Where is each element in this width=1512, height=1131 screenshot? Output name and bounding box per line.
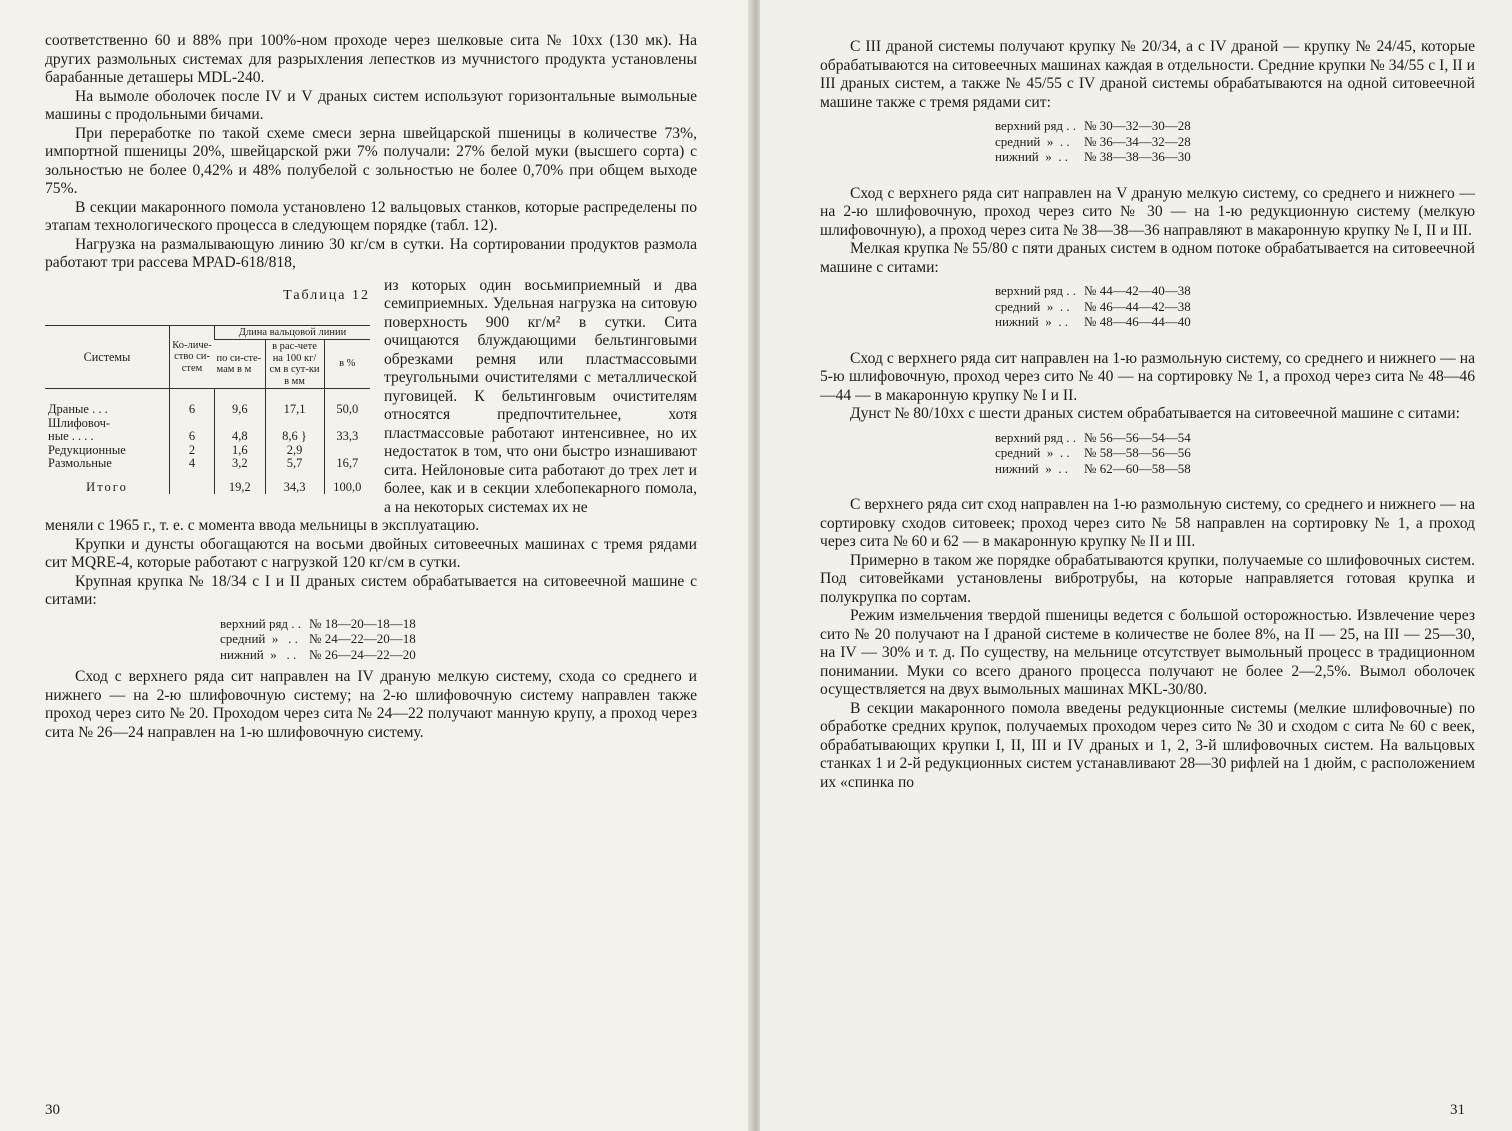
paragraph: Нагрузка на размалывающую линию 30 кг/см в сутки. На сортировании продуктов размола работают три рассева MPAD-618/818, xyxy=(45,235,697,271)
paragraph: соответственно 60 и 88% при 100%-ном проходе через шелковые сита № 10хх (130 мк). На других размольных системах для разрыхления лепестков из мучнистого продукта установлены барабанные деташеры MDL-240. xyxy=(45,32,697,86)
sieve-row xyxy=(995,149,1199,165)
table-cell-count: 4 xyxy=(170,457,215,471)
paragraph: На вымоле оболочек после IV и V драных систем используют горизонтальные вымольные машины с продольными бичами. xyxy=(45,87,697,123)
paragraph: Сход с верхнего ряда сит направлен на IV драную мелкую систему, схода со среднего и нижнего — на 2-ю шлифовочную систему; на 2-ю шлифовочную систему направлен также проход через сито № 20. Проходом через сита № 24—22 получают манную крупу, а проход через сита № 26—24 направлен на 1-ю шлифовочную систему. xyxy=(45,668,697,741)
sieve-row xyxy=(995,430,1199,446)
sieve-row-label: нижний » . . xyxy=(995,460,1069,476)
table-total-row xyxy=(45,471,370,495)
sieve-numbers: № 46—44—42—38 xyxy=(1084,298,1191,314)
sieve-row xyxy=(995,445,1199,461)
table-total-mm: 34,3 xyxy=(265,471,324,495)
table-cell-name: Редукционные xyxy=(48,442,126,457)
table-cell-count: 2 xyxy=(170,444,215,458)
paragraph: Примерно в таком же порядке обрабатываются крупки, получаемые со шлифовочных систем. Под ситовейками установлены вибротрубы, на которые направляется готовая крупка и полукрупка по сортам. xyxy=(820,551,1475,606)
table-cell-name: Шлифовоч- xyxy=(48,415,111,430)
table-cell-count xyxy=(170,417,215,431)
sieve-row xyxy=(995,134,1199,150)
table-cell-pct: 33,3 xyxy=(324,430,370,444)
sieve-row xyxy=(995,314,1199,330)
table-12-body xyxy=(45,389,370,495)
table-12-box xyxy=(45,277,370,518)
paragraph: Крупки и дунсты обогащаются на восьми двойных ситовеечных машинах с тремя рядами сит MQRE-4, которые работают с нагрузкой 120 кг/см в сутки. xyxy=(45,535,697,571)
sieve-row-label: нижний » . . xyxy=(220,646,297,662)
table-cell-name: Размольные xyxy=(48,456,112,470)
table-cell-m: 4,8 xyxy=(215,430,266,444)
left-top-paragraphs xyxy=(45,32,697,273)
table-cell-mm xyxy=(265,417,324,431)
table-cell-count: 6 xyxy=(170,430,215,444)
sieve-row xyxy=(995,283,1199,299)
paragraph: Сход с верхнего ряда сит направлен на 1-ю размольную систему, со среднего и нижнего — на 5-ю шлифовочную, проход через сито № 40 — на сортировку № 1, а проход через сита № 48—46—44 — в макаронную крупку № I и II. xyxy=(820,349,1475,404)
paragraph: С III драной системы получают крупку № 20/34, а с IV драной — крупку № 24/45, которые обрабатываются на ситовеечных машинах каждая в отдельности. Средние крупки № 34/55 с I, II и III драных систем, а также № 45/55 с IV драной системы обрабатываются на одной ситовеечной машине также с тремя рядами сит: xyxy=(820,38,1475,111)
right-sieve-list xyxy=(995,283,1475,330)
sieve-row xyxy=(220,616,424,632)
left-bottom-paragraphs xyxy=(45,668,697,742)
sieve-row-label: верхний ряд . . xyxy=(995,283,1077,298)
table-cell-mm: 8,6 } xyxy=(265,430,324,444)
table-caption: Таблица 12 xyxy=(283,287,370,303)
paragraph: меняли с 1965 г., т. е. с момента ввода мельницы в эксплуатацию. xyxy=(45,517,480,534)
spacer xyxy=(820,171,1475,185)
sieve-row-label: нижний » . . xyxy=(995,149,1069,164)
sieve-row xyxy=(995,299,1199,315)
table-cell-m xyxy=(215,417,266,431)
table-cell-m: 1,6 xyxy=(215,444,266,458)
right-page xyxy=(760,0,1512,1131)
th-pct: в % xyxy=(324,340,370,389)
table-cell-mm: 2,9 xyxy=(265,444,324,458)
paragraph: При переработке по такой схеме смеси зерна швейцарской пшеницы в количестве 73%, импортной пшеницы 20%, швейцарской ржи 7% получали: 27% белой муки (высшего сорта) с зольностью не более 0,42% и 48% полубелой с зольностью не более 0,70% при общем выходе 75%. xyxy=(45,124,697,197)
th-count: Ко-личе-ство си-стем xyxy=(170,325,215,389)
table-total-pct: 100,0 xyxy=(324,471,370,495)
sieve-numbers: № 38—38—36—30 xyxy=(1084,149,1191,164)
spacer xyxy=(820,336,1475,350)
th-len-per100: в рас-чете на 100 кг/см в сут-ки в мм xyxy=(265,340,324,389)
sieve-numbers: № 18—20—18—18 xyxy=(309,615,416,631)
table-cell-m: 3,2 xyxy=(215,457,266,471)
sieve-row xyxy=(995,118,1199,134)
sieve-numbers: № 24—22—20—18 xyxy=(309,631,416,646)
right-sieve-list xyxy=(995,430,1475,477)
page-number-left: 30 xyxy=(45,1102,60,1118)
sieve-numbers: № 30—32—30—28 xyxy=(1084,118,1191,133)
table-row xyxy=(45,417,370,431)
paragraph: Режим измельчения твердой пшеницы ведется с большой осторожностью. Извлечение через сито № 20 получают на I драной системе в количестве не более 8%, на II — 25, на III — 25—30, на IV — 30% и т. д. По существу, на мельнице отсутствует вымольный процесс в традиционном понимании. Муки со всего драного процесса получают не более 2—2,5%. Вымол оболочек осуществляется на двух вымольных машинах MKL-30/80. xyxy=(820,607,1475,698)
table-total-m: 19,2 xyxy=(215,471,266,495)
table-total-count xyxy=(170,471,215,495)
sieve-row-label: верхний ряд . . xyxy=(220,615,302,631)
sieve-row-label: средний » . . xyxy=(995,133,1070,149)
sieve-numbers: № 36—34—32—28 xyxy=(1084,133,1191,149)
sieve-row xyxy=(220,647,424,663)
sieve-numbers: № 48—46—44—40 xyxy=(1084,314,1191,329)
table-cell-name: ные . . . . xyxy=(48,429,94,443)
left-mid-paragraphs xyxy=(45,517,697,610)
sieve-row-label: средний » . . xyxy=(220,631,298,646)
table-total-name: Итого xyxy=(86,479,128,494)
sieve-row xyxy=(995,461,1199,477)
sieve-row-label: нижний » . . xyxy=(995,314,1069,329)
page-number-right: 31 xyxy=(1450,1102,1465,1118)
table-cell-count: 6 xyxy=(170,389,215,417)
paragraph: С верхнего ряда сит сход направлен на 1-ю размольную систему, со среднего и нижнего — на сортировку сходов ситовеек; проход через сито № 58 направлен на сортировку № 1, а проход через сита № 60 и 62 — в макаронную крупку № II и III. xyxy=(820,496,1475,550)
th-systems: Системы xyxy=(45,325,170,389)
sieve-numbers: № 58—58—56—56 xyxy=(1084,445,1191,460)
th-len-m: по си-сте-мам в м xyxy=(215,340,266,389)
sieve-row xyxy=(220,631,424,647)
table-cell-mm: 5,7 xyxy=(265,457,324,471)
sieve-row-label: средний » . . xyxy=(995,445,1070,460)
paragraph: Дунст № 80/10хх с шести драных систем обрабатывается на ситовеечной машине с ситами: xyxy=(850,405,1460,422)
left-sieve-list xyxy=(220,616,697,663)
sieve-row-label: средний » . . xyxy=(995,298,1070,314)
table-side-text: из которых один восьмиприемный и два семиприемных. Удельная нагрузка на ситовую поверхность 900 кг/м² в сутки. Сита очищаются блуждающими бельтинговыми обрезками ремня или пластмассовыми треугольными очистителями с металлической пуговицей. К бельтинговым очистителям относятся предпочтительнее, хотя пластмассовые работают интенсивнее, но их недостаток в том, что они быстро изнашивают сита. Нейлоновые сита работают до трех лет и более, как и в секции хлебопекарного помола, а на некоторых системах их не xyxy=(384,276,697,516)
sieve-numbers: № 62—60—58—58 xyxy=(1084,460,1191,476)
table-cell-name: Драные . . . xyxy=(45,389,170,417)
paragraph: В секции макаронного помола установлено 12 вальцовых станков, которые распределены по этапам технологического процесса в следующем порядке (табл. 12). xyxy=(45,198,697,234)
table-row xyxy=(45,457,370,471)
table-cell-m: 9,6 xyxy=(215,389,266,417)
table-row xyxy=(45,444,370,458)
sieve-numbers: № 56—56—54—54 xyxy=(1084,429,1191,445)
table-wrap xyxy=(45,277,697,518)
right-page-text xyxy=(820,38,1475,792)
left-page xyxy=(0,0,752,1131)
table-cell-mm: 17,1 xyxy=(265,389,324,417)
table-cell-pct: 16,7 xyxy=(324,457,370,471)
left-page-text xyxy=(45,32,697,742)
paragraph: Мелкая крупка № 55/80 с пяти драных систем в одном потоке обрабатывается на ситовеечной машине с ситами: xyxy=(820,240,1475,276)
right-sieve-list xyxy=(995,118,1475,165)
spacer xyxy=(820,482,1475,496)
table-cell-pct: 50,0 xyxy=(324,389,370,417)
table-row xyxy=(45,389,370,417)
sieve-row-label: верхний ряд . . xyxy=(995,429,1077,445)
table-row xyxy=(45,430,370,444)
sieve-numbers: № 26—24—22—20 xyxy=(309,646,416,662)
paragraph: В секции макаронного помола введены редукционные системы (мелкие шлифовочные) по обработке средних крупок, получаемых проходом через сито № 30 и сходом с сита № 60 с веек, обрабатывающих крупки I, II, III и IV драных и 1, 2, 3-й шлифовочных систем. На вальцовых станках 1 и 2-й редукционных систем устанавливают 28—30 рифлей на 1 дюйм, с расположением их «спинка по xyxy=(820,699,1475,791)
sieve-row-label: верхний ряд . . xyxy=(995,118,1077,133)
th-length-group: Длина вальцовой линии xyxy=(215,325,371,340)
table-12 xyxy=(45,325,370,495)
paragraph: Крупная крупка № 18/34 с I и II драных систем обрабатывается на ситовеечной машине с ситами: xyxy=(45,572,697,608)
paragraph: Сход с верхнего ряда сит направлен на V драную мелкую систему, со среднего и нижнего — на 2-ю шлифовочную, проход через сито № 30 — на 1-ю редукционную систему (мелкую шлифовочную), а проход через сита № 38—38—36 направляют в макаронную крупку № I, II и III. xyxy=(820,184,1475,239)
table-cell-pct xyxy=(324,444,370,458)
table-cell-pct xyxy=(324,417,370,431)
sieve-numbers: № 44—42—40—38 xyxy=(1084,283,1191,298)
